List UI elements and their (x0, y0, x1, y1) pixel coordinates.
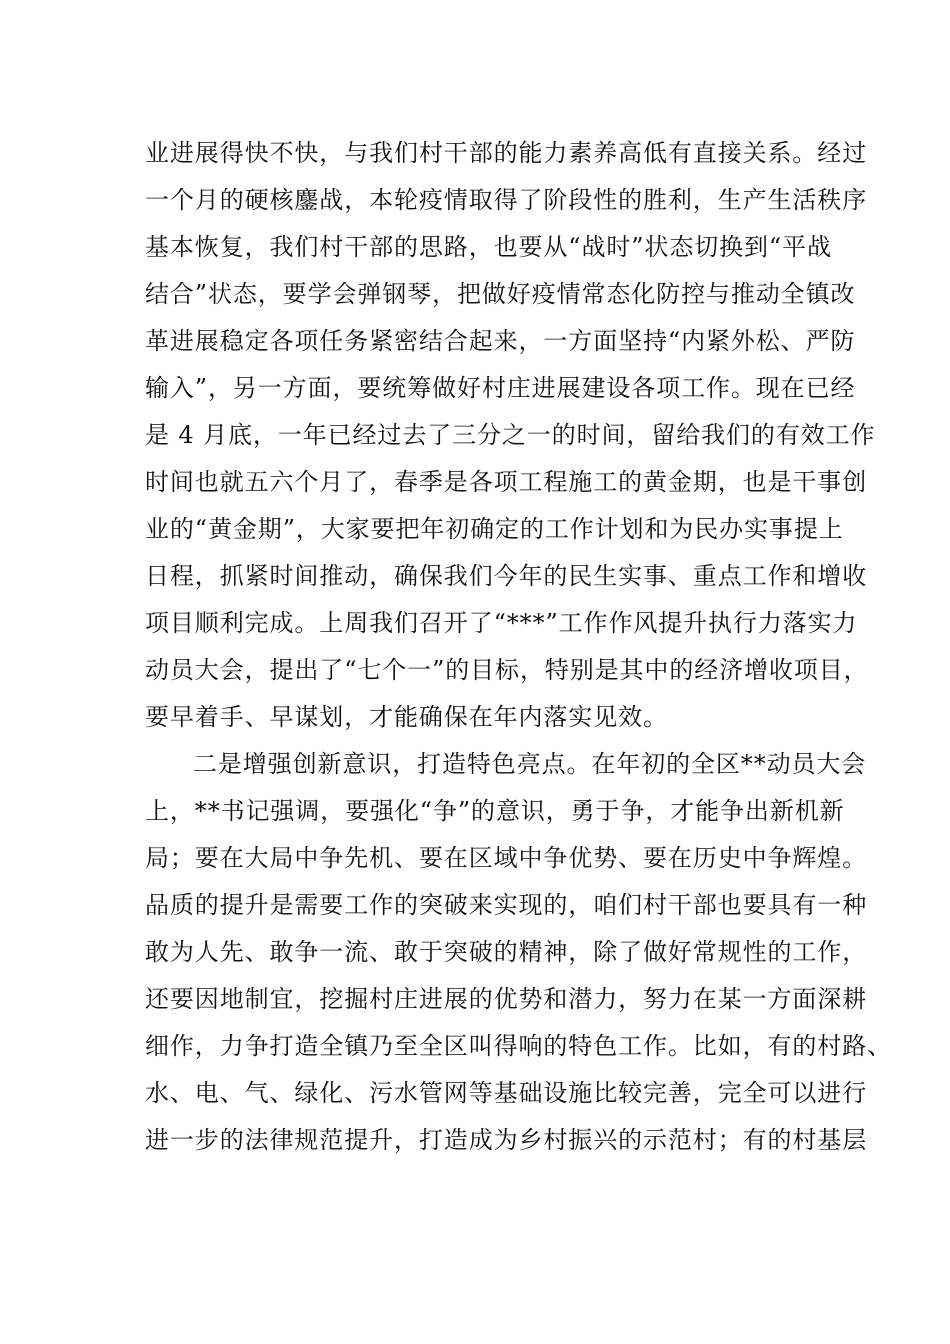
text-line: 要早着手、早谋划，才能确保在年内落实见效。 (145, 703, 668, 731)
text-line: 进一步的法律规范提升，打造成为乡村振兴的示范村；有的村基层 (145, 1126, 868, 1154)
text-line: 还要因地制宜，挖掘村庄进展的优势和潜力，努力在某一方面深耕 (145, 985, 868, 1013)
text-line: 业进展得快不快，与我们村干部的能力素养高低有直接关系。经过 (145, 139, 868, 167)
text-line: 上，**书记强调，要强化“争”的意识，勇于争，才能争出新机新 (145, 797, 845, 825)
text-line: 水、电、气、绿化、污水管网等基础设施比较完善，完全可以进行 (145, 1079, 868, 1107)
text-line: 品质的提升是需要工作的突破来实现的，咱们村干部也要具有一种 (145, 891, 868, 919)
text-line: 局；要在大局中争先机、要在区域中争优势、要在历史中争辉煌。 (145, 844, 868, 872)
paragraph-first-line: 二是增强创新意识，打造特色亮点。在年初的全区**动员大会 (193, 750, 867, 778)
text-line: 基本恢复，我们村干部的思路，也要从“战时”状态切换到“平战 (145, 233, 832, 261)
text-line: 是 4 月底，一年已经过去了三分之一的时间，留给我们的有效工作 (145, 421, 876, 449)
text-line: 结合”状态，要学会弹钢琴，把做好疫情常态化防控与推动全镇改 (145, 280, 856, 308)
text-line: 细作，力争打造全镇乃至全区叫得响的特色工作。比如，有的村路、 (145, 1032, 892, 1060)
text-line: 日程，抓紧时间推动，确保我们今年的民生实事、重点工作和增收 (145, 562, 868, 590)
text-line: 时间也就五六个月了，春季是各项工程施工的黄金期，也是干事创 (145, 468, 868, 496)
text-line: 一个月的硬核鏖战，本轮疫情取得了阶段性的胜利，生产生活秩序 (145, 186, 868, 214)
text-line: 项目顺利完成。上周我们召开了“***”工作作风提升执行力落实力 (145, 609, 858, 637)
text-line: 动员大会，提出了“七个一”的目标，特别是其中的经济增收项目， (145, 656, 869, 684)
text-line: 输入”，另一方面，要统筹做好村庄进展建设各项工作。现在已经 (145, 374, 856, 402)
text-line: 革进展稳定各项任务紧密结合起来，一方面坚持“内紧外松、严防 (145, 327, 856, 355)
text-line: 业的“黄金期”，大家要把年初确定的工作计划和为民办实事提上 (145, 515, 844, 543)
text-line: 敢为人先、敢争一流、敢于突破的精神，除了做好常规性的工作， (145, 938, 868, 966)
